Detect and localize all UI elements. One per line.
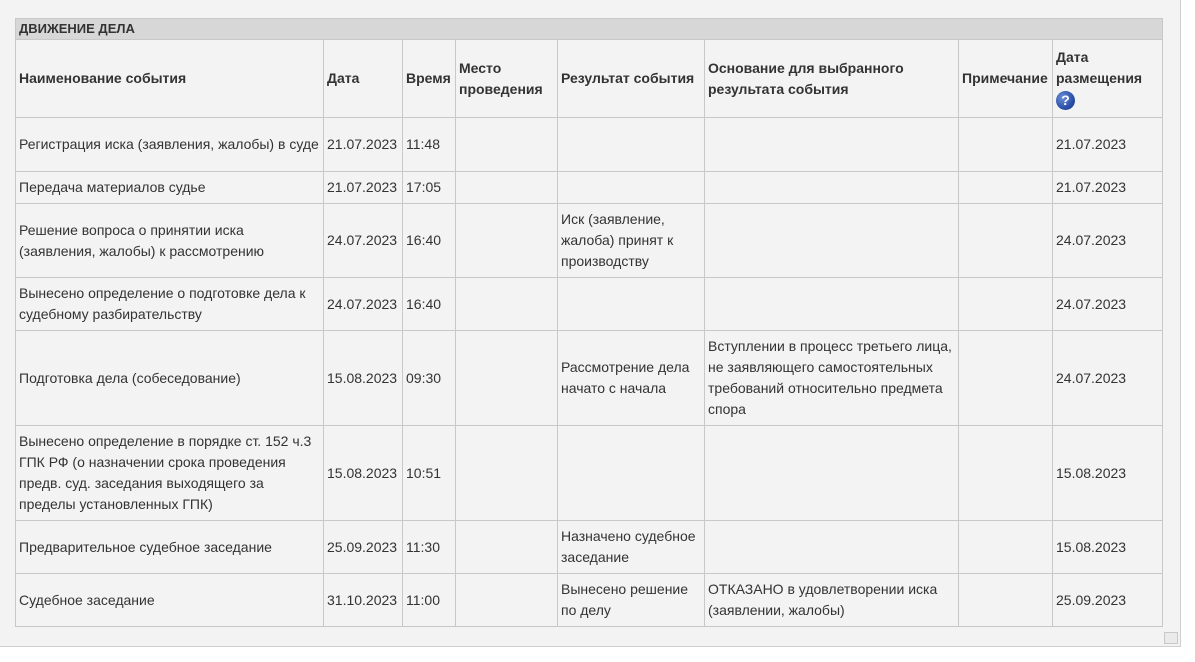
cell-result xyxy=(558,426,705,521)
cell-place xyxy=(456,331,558,426)
cell-place xyxy=(456,204,558,278)
cell-event: Вынесено определение о подготовке дела к судебному разбирательству xyxy=(16,278,324,331)
section-title: ДВИЖЕНИЕ ДЕЛА xyxy=(16,19,1163,40)
question-icon[interactable]: ? xyxy=(1056,91,1075,110)
cell-posted-date: 21.07.2023 xyxy=(1053,118,1163,172)
cell-time: 09:30 xyxy=(403,331,456,426)
table-row xyxy=(16,574,1163,627)
header-note: Примечание xyxy=(959,40,1053,118)
header-event-name: Наименование события xyxy=(16,40,324,118)
cell-place xyxy=(456,118,558,172)
cell-event: Решение вопроса о принятии иска (заявления, жалобы) к рассмотрению xyxy=(16,204,324,278)
cell-event: Судебное заседание xyxy=(16,574,324,627)
header-place: Место проведения xyxy=(456,40,558,118)
table-row xyxy=(16,118,1163,172)
header-basis: Основание для выбранного результата события xyxy=(705,40,959,118)
cell-note xyxy=(959,118,1053,172)
cell-result xyxy=(558,172,705,204)
cell-place xyxy=(456,521,558,574)
cell-posted-date: 24.07.2023 xyxy=(1053,331,1163,426)
cell-result: Назначено судебное заседание xyxy=(558,521,705,574)
cell-note xyxy=(959,574,1053,627)
table-row xyxy=(16,204,1163,278)
cell-place xyxy=(456,426,558,521)
cell-posted-date: 21.07.2023 xyxy=(1053,172,1163,204)
cell-place xyxy=(456,278,558,331)
resize-grip-icon[interactable] xyxy=(1164,632,1178,644)
cell-time: 17:05 xyxy=(403,172,456,204)
header-posted-date-label: Дата размещения xyxy=(1056,48,1143,86)
cell-note xyxy=(959,426,1053,521)
table-row xyxy=(16,331,1163,426)
cell-date: 25.09.2023 xyxy=(324,521,403,574)
cell-event: Регистрация иска (заявления, жалобы) в суде xyxy=(16,118,324,172)
cell-event: Подготовка дела (собеседование) xyxy=(16,331,324,426)
cell-time: 16:40 xyxy=(403,204,456,278)
cell-note xyxy=(959,331,1053,426)
section-title-row xyxy=(16,19,1163,40)
cell-note xyxy=(959,278,1053,331)
cell-basis xyxy=(705,426,959,521)
cell-event: Предварительное судебное заседание xyxy=(16,521,324,574)
cell-event: Вынесено определение в порядке ст. 152 ч.3 ГПК РФ (о назначении срока проведения предв. суд. заседания выходящего за пределы установленных ГПК) xyxy=(16,426,324,521)
table-row xyxy=(16,426,1163,521)
case-movement-table xyxy=(15,18,1163,627)
header-time: Время xyxy=(403,40,456,118)
cell-note xyxy=(959,204,1053,278)
cell-date: 15.08.2023 xyxy=(324,331,403,426)
cell-note xyxy=(959,172,1053,204)
table-row xyxy=(16,278,1163,331)
table-row xyxy=(16,172,1163,204)
cell-basis xyxy=(705,172,959,204)
table-body xyxy=(16,118,1163,627)
header-result: Результат события xyxy=(558,40,705,118)
cell-result: Иск (заявление, жалоба) принят к производству xyxy=(558,204,705,278)
header-date: Дата xyxy=(324,40,403,118)
cell-date: 31.10.2023 xyxy=(324,574,403,627)
cell-date: 24.07.2023 xyxy=(324,278,403,331)
cell-posted-date: 24.07.2023 xyxy=(1053,204,1163,278)
cell-posted-date: 25.09.2023 xyxy=(1053,574,1163,627)
cell-result xyxy=(558,118,705,172)
cell-event: Передача материалов судье xyxy=(16,172,324,204)
cell-time: 11:30 xyxy=(403,521,456,574)
cell-posted-date: 24.07.2023 xyxy=(1053,278,1163,331)
cell-posted-date: 15.08.2023 xyxy=(1053,426,1163,521)
cell-date: 21.07.2023 xyxy=(324,172,403,204)
cell-date: 15.08.2023 xyxy=(324,426,403,521)
cell-basis xyxy=(705,521,959,574)
cell-posted-date: 15.08.2023 xyxy=(1053,521,1163,574)
cell-time: 11:48 xyxy=(403,118,456,172)
column-header-row xyxy=(16,40,1163,118)
cell-date: 24.07.2023 xyxy=(324,204,403,278)
header-posted-date xyxy=(1053,40,1163,118)
cell-basis: Вступлении в процесс третьего лица, не заявляющего самостоятельных требований относительно предмета спора xyxy=(705,331,959,426)
cell-basis xyxy=(705,204,959,278)
cell-note xyxy=(959,521,1053,574)
cell-basis xyxy=(705,118,959,172)
cell-result: Рассмотрение дела начато с начала xyxy=(558,331,705,426)
cell-result xyxy=(558,278,705,331)
cell-time: 11:00 xyxy=(403,574,456,627)
cell-basis: ОТКАЗАНО в удовлетворении иска (заявлении, жалобы) xyxy=(705,574,959,627)
cell-place xyxy=(456,574,558,627)
cell-basis xyxy=(705,278,959,331)
cell-result: Вынесено решение по делу xyxy=(558,574,705,627)
table-row xyxy=(16,521,1163,574)
cell-time: 16:40 xyxy=(403,278,456,331)
cell-place xyxy=(456,172,558,204)
cell-time: 10:51 xyxy=(403,426,456,521)
cell-date: 21.07.2023 xyxy=(324,118,403,172)
